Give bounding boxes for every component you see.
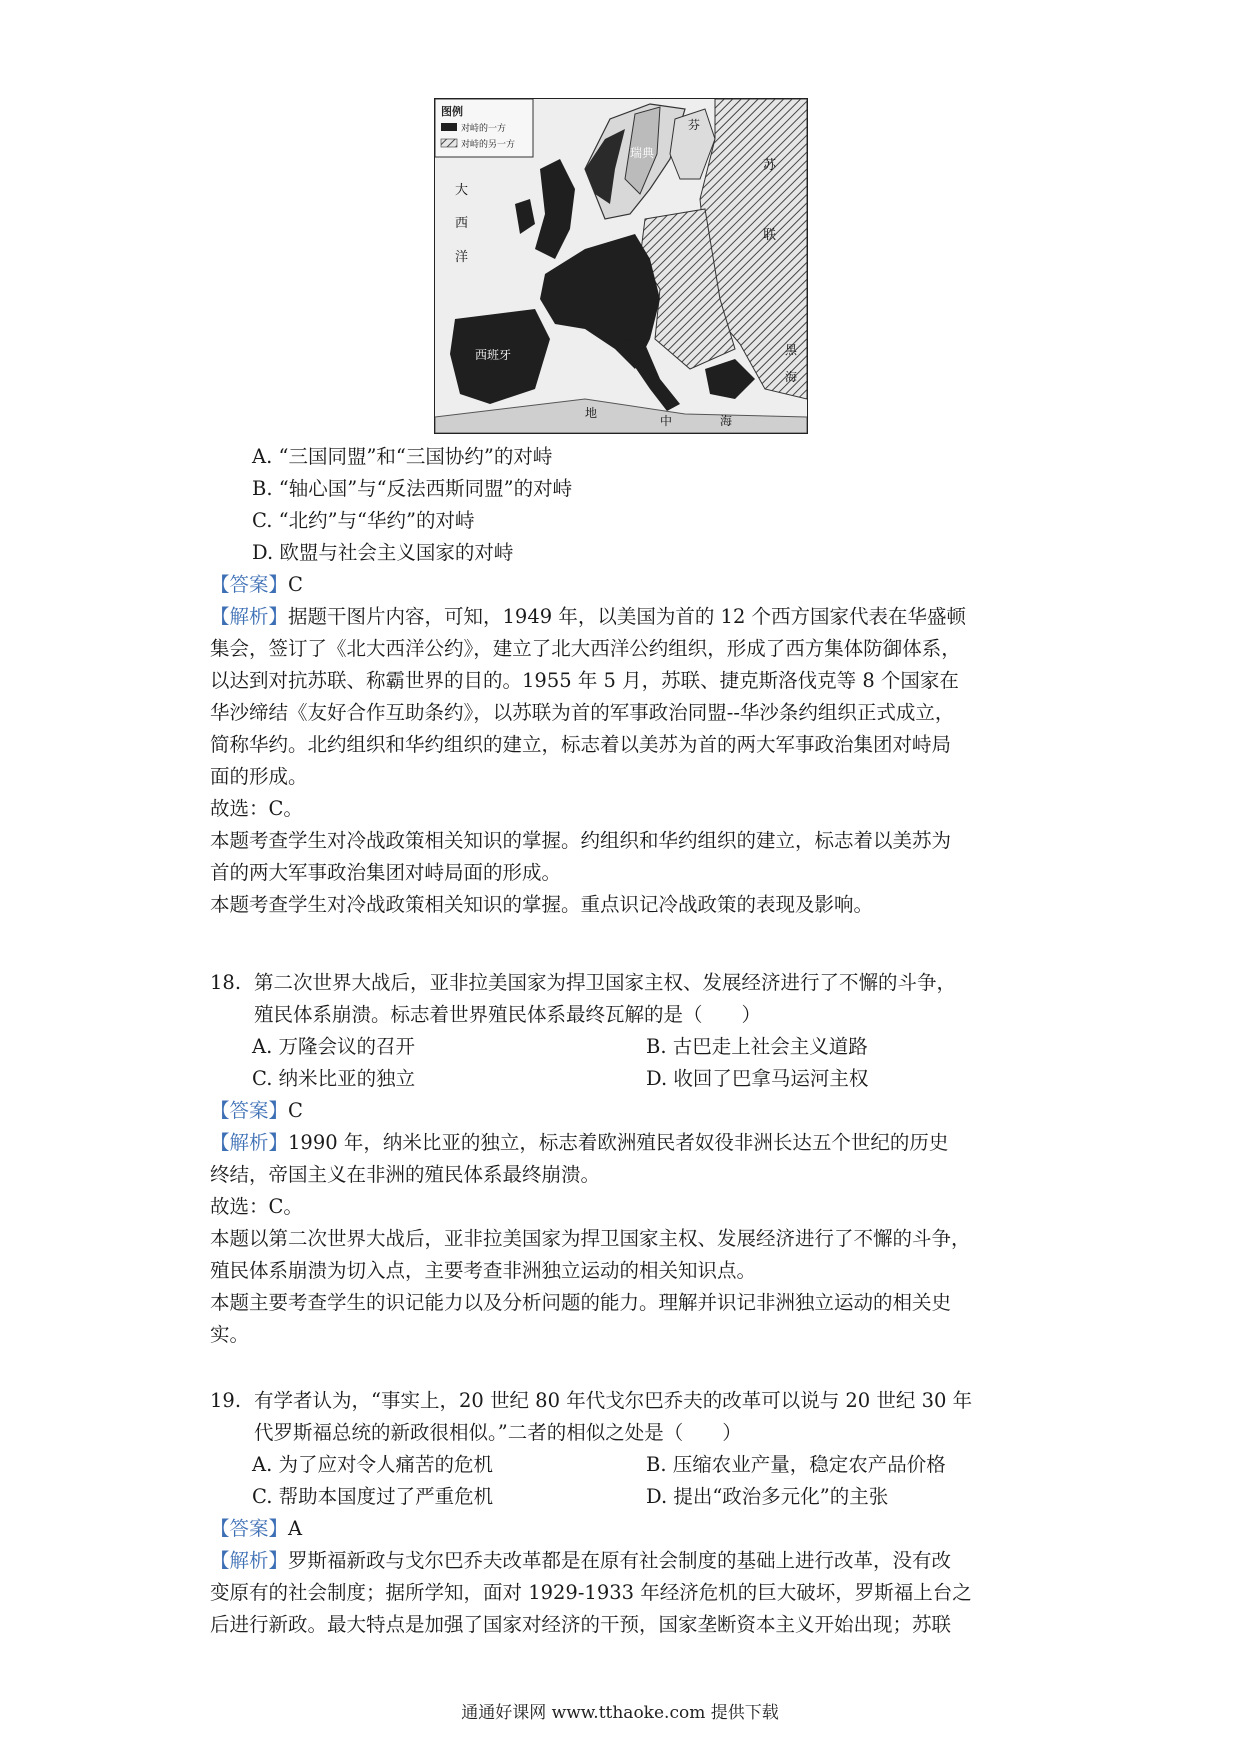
q19-option-b: B. 压缩农业产量，稳定农产品价格: [646, 1453, 946, 1476]
q18-analysis-line: 殖民体系崩溃为切入点，主要考查非洲独立运动的相关知识点。: [210, 1259, 757, 1282]
q19-option-a: A. 为了应对令人痛苦的危机: [252, 1453, 493, 1476]
map-label: 地: [585, 406, 598, 420]
q17-analysis-line: 首的两大军事政治集团对峙局面的形成。: [210, 861, 562, 884]
analysis-text: 1990 年，纳米比亚的独立，标志着欧洲殖民者奴役非洲长达五个世纪的历史: [288, 1131, 949, 1154]
q17-conclusion: 故选：C。: [210, 797, 303, 820]
q18-option-b: B. 古巴走上社会主义道路: [646, 1035, 868, 1058]
q18-analysis-line: 本题以第二次世界大战后，亚非拉美国家为捍卫国家主权、发展经济进行了不懈的斗争，: [210, 1227, 971, 1250]
q17-analysis-line: 本题考查学生对冷战政策相关知识的掌握。约组织和华约组织的建立，标志着以美苏为: [210, 829, 952, 852]
q19-number: 19.: [210, 1389, 242, 1412]
q17-analysis-line: 面的形成。: [210, 765, 308, 788]
q19-stem-line: 有学者认为，“事实上，20 世纪 80 年代戈尔巴乔夫的改革可以说与 20 世纪 30 年: [254, 1389, 973, 1412]
q18-option-c: C. 纳米比亚的独立: [252, 1067, 416, 1090]
answer-value: C: [288, 1099, 303, 1122]
map-label: 联: [763, 228, 777, 243]
q19-analysis-line: 变原有的社会制度；据所学知，面对 1929-1933 年经济危机的巨大破坏，罗斯福上台之: [210, 1581, 972, 1604]
answer-tag: 【答案】: [210, 1517, 289, 1540]
q19-answer: [210, 1514, 302, 1544]
map-label: 西班牙: [475, 348, 512, 362]
q19-analysis-line: [210, 1546, 951, 1576]
map-label: 瑞典: [630, 146, 655, 160]
q18-number: 18.: [210, 971, 242, 994]
map-label: 海: [785, 370, 798, 384]
q17-analysis-line: 本题考查学生对冷战政策相关知识的掌握。重点识记冷战政策的表现及影响。: [210, 893, 874, 916]
analysis-text: 据题干图片内容，可知，1949 年，以美国为首的 12 个西方国家代表在华盛顿: [288, 605, 967, 628]
q17-analysis-line: 集会，签订了《北大西洋公约》，建立了北大西洋公约组织，形成了西方集体防御体系，: [210, 637, 961, 660]
legend-side-b: 对峙的另一方: [461, 140, 516, 150]
q19-option-d: D. 提出“政治多元化”的主张: [646, 1485, 889, 1508]
q17-analysis-line: [210, 602, 966, 632]
map-label: 芬: [688, 118, 701, 132]
answer-tag: 【答案】: [210, 1099, 289, 1122]
q18-analysis-line: [210, 1128, 948, 1158]
q17-option-d: D. 欧盟与社会主义国家的对峙: [252, 541, 514, 564]
q18-answer: [210, 1096, 303, 1126]
q18-stem-line: 殖民体系崩溃。标志着世界殖民体系最终瓦解的是（ ）: [254, 1003, 762, 1026]
map-label: 西: [455, 216, 469, 231]
analysis-tag: 【解析】: [210, 1549, 289, 1572]
map-label: 苏: [763, 158, 777, 173]
analysis-tag: 【解析】: [210, 605, 289, 628]
q17-option-c: C. “北约”与“华约”的对峙: [252, 509, 475, 532]
q17-analysis-line: 以达到对抗苏联、称霸世界的目的。1955 年 5 月，苏联、捷克斯洛伐克等 8 个国家在: [210, 669, 959, 692]
answer-tag: 【答案】: [210, 573, 289, 596]
legend-title: 图例: [441, 105, 463, 118]
q17-analysis-line: 华沙缔结《友好合作互助条约》，以苏联为首的军事政治同盟--华沙条约组织正式成立，: [210, 701, 955, 724]
q18-conclusion: 故选：C。: [210, 1195, 303, 1218]
q18-analysis-line: 实。: [210, 1323, 250, 1346]
q18-analysis-line: 终结，帝国主义在非洲的殖民体系最终崩溃。: [210, 1163, 601, 1186]
analysis-tag: 【解析】: [210, 1131, 289, 1154]
map-label: 海: [720, 414, 733, 428]
legend-side-a: 对峙的一方: [461, 124, 507, 134]
map-label: 大: [455, 183, 469, 198]
q19-stem-line: 代罗斯福总统的新政很相似。”二者的相似之处是（ ）: [254, 1421, 742, 1444]
answer-value: C: [288, 573, 303, 596]
answer-value: A: [288, 1517, 303, 1540]
analysis-text: 罗斯福新政与戈尔巴乔夫改革都是在原有社会制度的基础上进行改革，没有改: [288, 1549, 952, 1572]
q19-analysis-line: 后进行新政。最大特点是加强了国家对经济的干预，国家垄断资本主义开始出现；苏联: [210, 1613, 952, 1636]
map-label: 中: [660, 414, 673, 428]
page-footer: 通通好课网 www.tthaoke.com 提供下载: [461, 1703, 779, 1723]
q19-option-c: C. 帮助本国度过了严重危机: [252, 1485, 494, 1508]
map-label: 黑: [785, 343, 798, 357]
q18-analysis-line: 本题主要考查学生的识记能力以及分析问题的能力。理解并识记非洲独立运动的相关史: [210, 1291, 952, 1314]
q17-answer: [210, 570, 303, 600]
q17-option-a: A. “三国同盟”和“三国协约”的对峙: [252, 445, 553, 468]
cold-war-europe-map: [434, 98, 808, 434]
q17-option-b: B. “轴心国”与“反法西斯同盟”的对峙: [252, 477, 573, 500]
map-label: 洋: [455, 250, 469, 265]
q17-analysis-line: 简称华约。北约组织和华约组织的建立，标志着以美苏为首的两大军事政治集团对峙局: [210, 733, 952, 756]
q18-option-a: A. 万隆会议的召开: [252, 1035, 415, 1058]
q18-option-d: D. 收回了巴拿马运河主权: [646, 1067, 869, 1090]
q18-stem-line: 第二次世界大战后，亚非拉美国家为捍卫国家主权、发展经济进行了不懈的斗争，: [254, 971, 957, 994]
